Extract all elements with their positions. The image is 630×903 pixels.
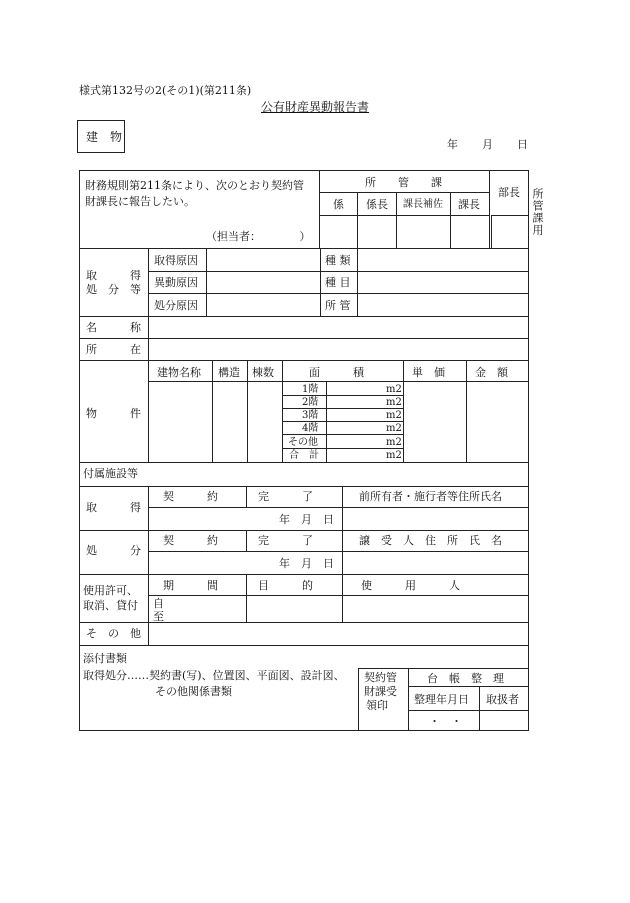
shokan-ka-label: 所 管 課 [365,176,442,189]
usage-col-label [148,574,149,622]
floor-unit: m2 [386,450,402,461]
dispose-date: 年 月 日 [279,557,334,570]
receipt-line2: 財課受 [364,685,397,698]
acq-label-line2: 処 分 等 [86,283,141,296]
prop-col-label [148,360,149,462]
row-line-462 [79,462,529,463]
floor-label: 3階 [302,410,319,421]
floor-line-4 [282,434,403,435]
floor-unit: m2 [386,384,402,395]
approval-col-2 [396,192,397,248]
acquire-col-complete [246,486,247,507]
ledger-date-dots: ・ ・ [429,715,462,728]
attachments-line1: 取得処分……契約書(写)、位置図、平面図、設計図、 [83,669,345,682]
location-label: 所 在 [86,343,141,356]
property-label: 物 件 [86,407,141,420]
usage-col-user [342,574,343,622]
shutoku-genin-label: 取得原因 [154,254,198,267]
ledger-date-label: 整理年月日 [414,693,469,706]
receipt-line3: 領印 [366,699,388,712]
shokan-kayo-label: 所管課用 [531,188,544,236]
row-line-622 [79,622,529,623]
attachments-line2: その他関係書類 [155,685,232,698]
col-area: 面 積 [309,366,364,379]
col-structure: 構造 [218,366,240,379]
usage-to: 至 [153,610,164,623]
usage-user: 使 用 人 [361,579,460,592]
floor-line-3 [282,421,403,422]
dispose-contract: 契 約 [163,534,218,547]
floor-label: 1階 [302,384,319,395]
dispose-complete: 完 了 [258,534,313,547]
handler-label: 取扱者 [486,693,519,706]
usage-col-purpose [246,574,247,622]
usage-label-line2: 取消、貸付 [83,599,138,612]
prop-header-line [148,381,529,382]
floor-label: 4階 [302,423,319,434]
facilities-label: 付属施設等 [83,467,138,480]
floor-unit: m2 [386,437,402,448]
name-label: 名 称 [86,321,141,334]
bucho-line [491,215,529,216]
row-line-530 [79,530,529,531]
col-unit-price: 単 価 [412,366,445,379]
kacho-hosa-label: 課長補佐 [403,199,443,210]
acquire-prev-owner: 前所有者・施行者等住所氏名 [359,490,502,503]
prop-col-struct [212,360,213,462]
dispose-mid-line [148,551,529,552]
usage-mid-line [148,595,529,596]
acquire-col-label [148,486,149,530]
page-title: 公有財産異動報告書 [261,100,370,114]
other-col [148,622,149,645]
receipt-col [358,668,359,731]
name-col [148,316,149,360]
floor-label: 合 計 [289,450,319,461]
row-line-316 [79,316,529,317]
shokan-label: 所 管 [325,299,351,312]
acq-col-d [357,248,358,316]
acquire-contract: 契 約 [163,490,218,503]
form-number: 様式第132号の2(その1)(第211条) [79,84,252,97]
receipt-line1: 契約管 [364,671,397,684]
dispose-col-complete [246,530,247,551]
acq-col-a [148,248,149,316]
col-amount: 金 額 [475,366,508,379]
usage-period: 期 間 [163,579,218,592]
approval-col-4b [491,215,492,248]
acq-col-b [206,248,207,316]
acq-col-c [320,248,321,316]
prop-col-price [403,360,404,462]
floor-line-5 [282,448,403,449]
kakaricho-label: 係長 [366,198,388,211]
approval-col-4 [489,170,490,248]
kacho-label: 課長 [458,198,480,211]
date-month: 月 [482,138,493,151]
floor-line-2 [282,408,403,409]
approval-col-1 [357,192,358,248]
usage-from: 自 [153,597,164,610]
other-label: そ の 他 [86,627,141,640]
acquire-date: 年 月 日 [279,513,334,526]
acq-line-2 [148,293,529,294]
ledger-col [408,668,409,731]
acquire-col-owner [342,486,343,530]
acq-line-1 [148,271,529,272]
row-line-360 [79,360,529,361]
approval-col-3 [450,192,451,248]
approval-header-line [319,192,489,193]
prop-col-count [247,360,248,462]
shumoku-label: 種 目 [325,276,351,289]
attachments-label: 添付書類 [83,652,127,665]
tantosha-field[interactable]: （担当者： ） [206,230,311,243]
row-line-338 [79,338,529,339]
floor-label: その他 [288,437,318,448]
col-count: 棟数 [252,366,274,379]
row-line-645 [79,645,529,646]
usage-purpose: 目 的 [258,579,313,592]
acquire-complete: 完 了 [258,490,313,503]
dispose-col-transferee [342,530,343,574]
ledger-title: 台 帳 整 理 [427,672,504,685]
intro-divider [319,170,320,248]
row-line-574 [79,574,529,575]
ido-genin-label: 異動原因 [154,276,198,289]
shobun-genin-label: 処分原因 [154,299,198,312]
usage-label-line1: 使用許可、 [83,584,138,597]
shurui-label: 種 類 [325,254,351,267]
receipt-top [358,668,529,669]
row-line-248 [79,248,529,249]
dispose-label: 処 分 [86,544,141,557]
approval-title-line [319,215,489,216]
acquire-mid-line [148,507,529,508]
acquire-label: 取 得 [86,501,141,514]
floor-unit: m2 [386,410,402,421]
intro-text-line1: 財務規則第211条により、次のとおり契約管 [85,179,304,192]
floor-unit: m2 [386,397,402,408]
col-building-name: 建物名称 [157,366,201,379]
floor-line-1 [282,395,403,396]
prop-col-amount [466,360,467,462]
floor-label: 2階 [302,397,319,408]
ledger-handler-col [479,686,480,731]
row-line-486 [79,486,529,487]
intro-text-line2: 財課長に報告したい。 [85,195,195,208]
acq-label-line1: 取 得 [86,269,141,282]
ledger-line-1 [408,686,529,687]
ledger-line-2 [408,710,529,711]
prop-col-area [282,360,283,462]
floor-unit: m2 [386,423,402,434]
date-year: 年 [447,138,458,151]
date-day: 日 [517,138,528,151]
dispose-col-label [148,530,149,574]
category-label: 建 物 [86,130,123,144]
dispose-transferee: 譲 受 人 住 所 氏 名 [359,534,502,547]
bucho-label: 部長 [498,186,520,199]
kakari-label: 係 [333,198,344,211]
